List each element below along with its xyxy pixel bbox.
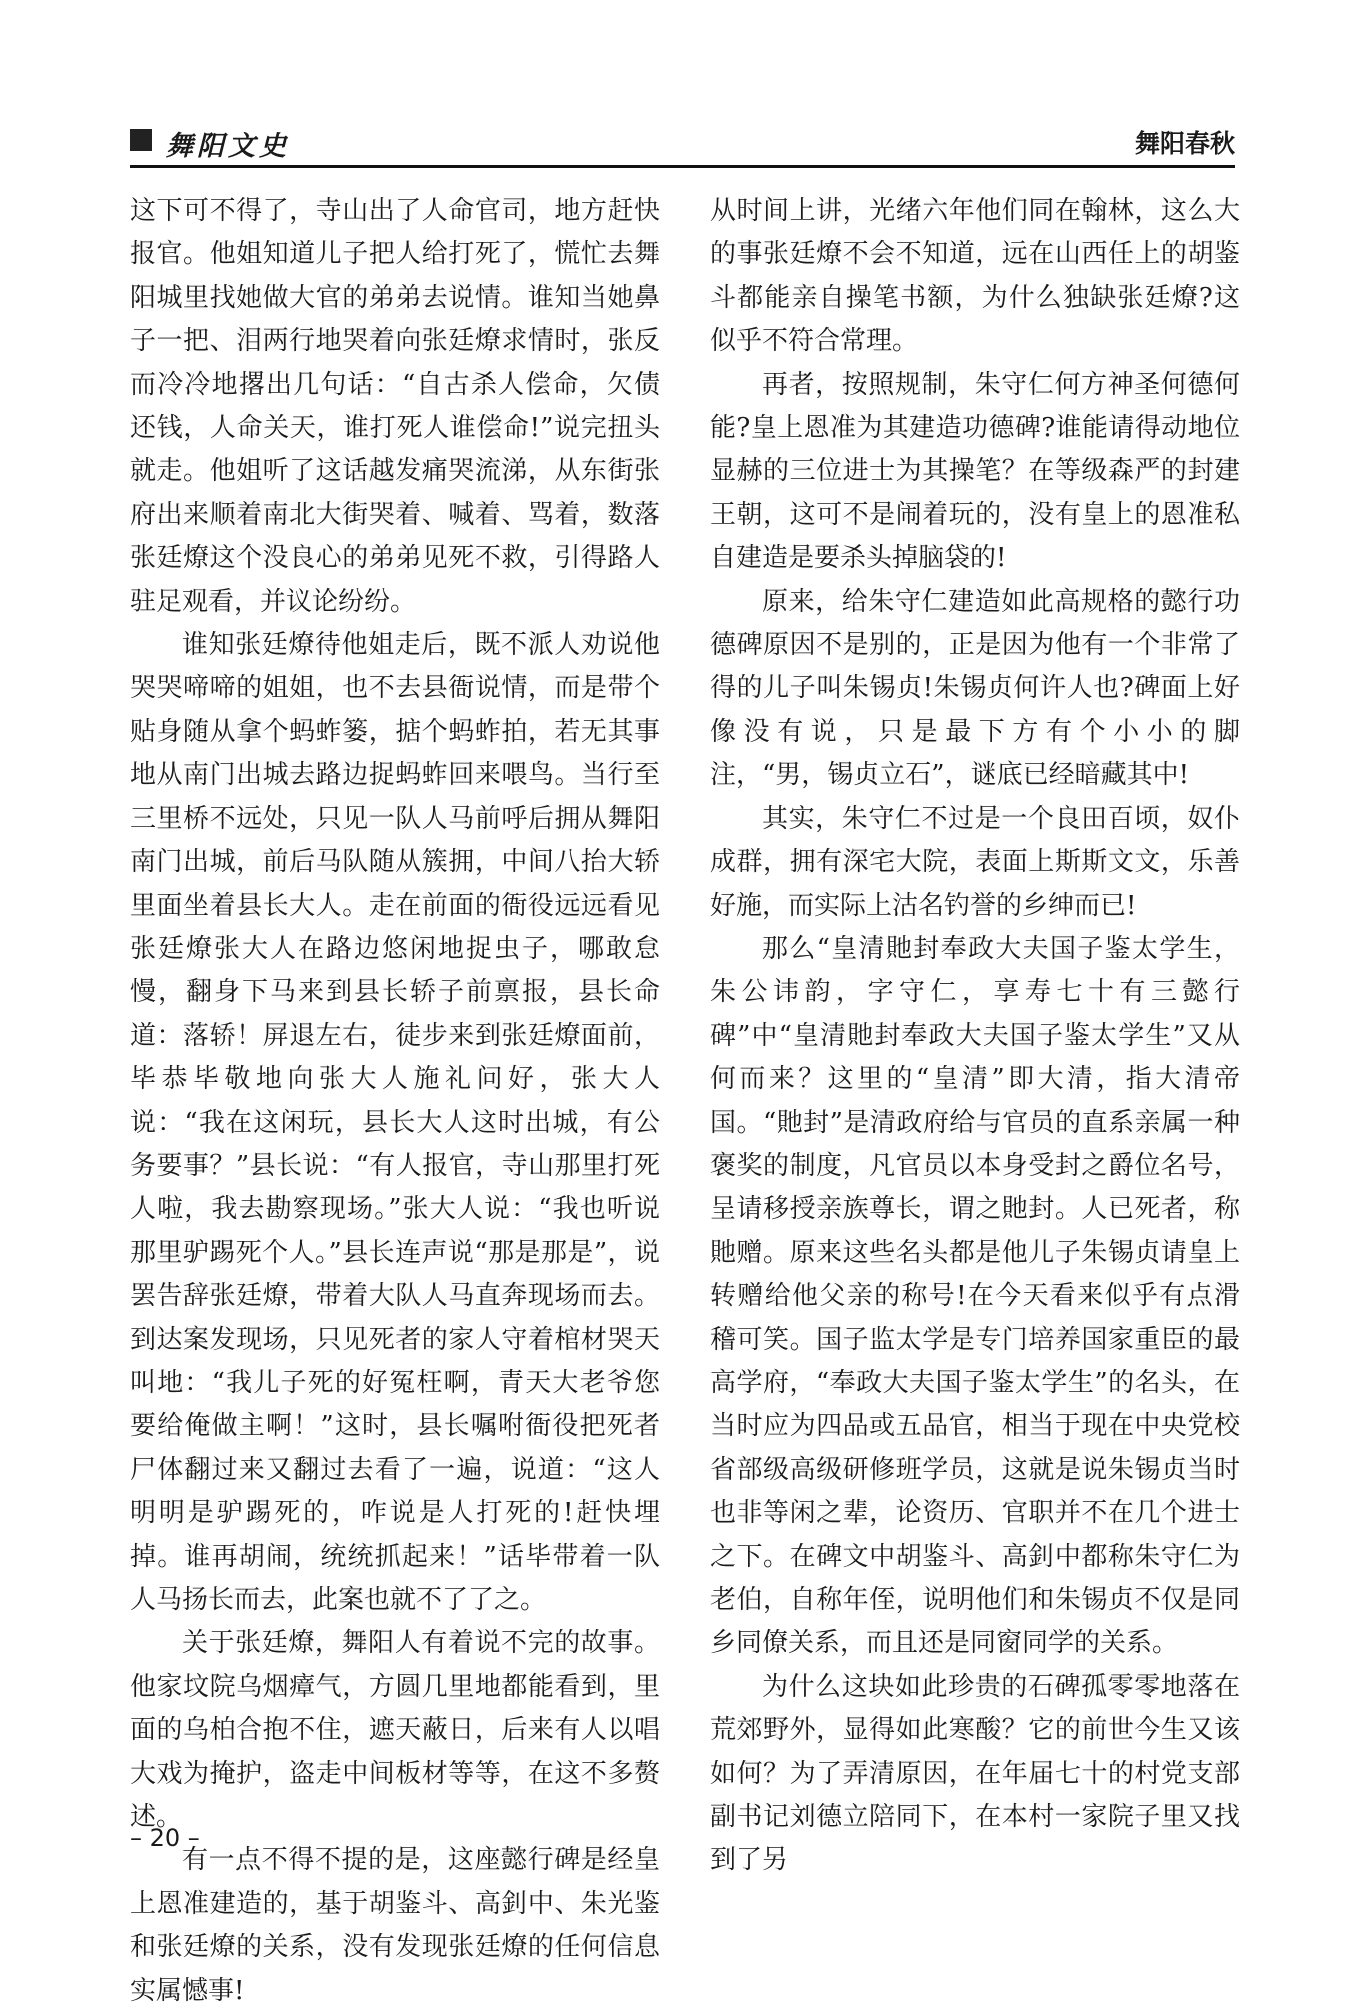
- paragraph: 这下可不得了，寺山出了人命官司，地方赶快报官。他姐知道儿子把人给打死了，慌忙去舞阳城里找她做大官的弟弟去说情。谁知当她鼻子一把、泪两行地哭着向张廷燎求情时，张反而冷冷地撂出几句话：“自古杀人偿命，欠债还钱，人命关天，谁打死人谁偿命!”说完扭头就走。他姐听了这话越发痛哭流涕，从东街张府出来顺着南北大街哭着、喊着、骂着，数落张廷燎这个没良心的弟弟见死不救，引得路人驻足观看，并议论纷纷。: [130, 196, 660, 617]
- paragraph: 那么“皇清貤封奉政大夫国子鉴太学生，朱公讳韵，字守仁，享寿七十有三懿行碑”中“皇清貤封奉政大夫国子鉴太学生”又从何而来？这里的“皇清”即大清，指大清帝国。“貤封”是清政府给与官员的直系亲属一种褒奖的制度，凡官员以本身受封之爵位名号，呈请移授亲族尊长，谓之貤封。人已死者，称貤赠。原来这些名头都是他儿子朱锡贞请皇上转赠给他父亲的称号!在今天看来似乎有点滑稽可笑。国子监太学是专门培养国家重臣的最高学府，“奉政大夫国子鉴太学生”的名头，在当时应为四品或五品官，相当于现在中央党校省部级高级研修班学员，这就是说朱锡贞当时也非等闲之辈，论资历、官职并不在几个进士之下。在碑文中胡鉴斗、高釗中都称朱守仁为老伯，自称年侄，说明他们和朱锡贞不仅是同乡同僚关系，而且还是同窗同学的关系。: [710, 933, 1240, 1659]
- left-column: [130, 190, 660, 2013]
- running-header: [130, 126, 1235, 162]
- section-title: 舞阳春秋: [1134, 129, 1235, 158]
- paragraph: 原来，给朱守仁建造如此高规格的懿行功德碑原因不是别的，正是因为他有一个非常了得的儿子叫朱锡贞!朱锡贞何许人也?碑面上好像没有说，只是最下方有个小小的脚注，“男，锡贞立石”，谜底已经暗藏其中!: [710, 586, 1240, 791]
- page-number: – 20 –: [130, 1824, 200, 1852]
- journal-title: 舞阳文史: [166, 131, 290, 162]
- paragraph: 谁知张廷燎待他姐走后，既不派人劝说他哭哭啼啼的姐姐，也不去县衙说情，而是带个贴身随从拿个蚂蚱篓，掂个蚂蚱拍，若无其事地从南门出城去路边捉蚂蚱回来喂鸟。当行至三里桥不远处，只见一队人马前呼后拥从舞阳南门出城，前后马队随从簇拥，中间八抬大轿里面坐着县长大人。走在前面的衙役远远看见张廷燎张大人在路边悠闲地捉虫子，哪敢怠慢，翻身下马来到县长轿子前禀报，县长命道：落轿！屏退左右，徒步来到张廷燎面前，毕恭毕敬地向张大人施礼问好，张大人说：“我在这闲玩，县长大人这时出城，有公务要事？”县长说：“有人报官，寺山那里打死人啦，我去勘察现场。”张大人说：“我也听说那里驴踢死个人。”县长连声说“那是那是”，说罢告辞张廷燎，带着大队人马直奔现场而去。到达案发现场，只见死者的家人守着棺材哭天叫地：“我儿子死的好冤枉啊，青天大老爷您要给俺做主啊！”这时，县长嘱咐衙役把死者尸体翻过来又翻过去看了一遍，说道：“这人明明是驴踢死的，咋说是人打死的!赶快埋掉。谁再胡闹，统统抓起来！”话毕带着一队人马扬长而去，此案也就不了了之。: [130, 630, 660, 1615]
- header-square-mark: [130, 129, 152, 151]
- paragraph: 再者，按照规制，朱守仁何方神圣何德何能?皇上恩准为其建造功德碑?谁能请得动地位显赫的三位进士为其操笔？在等级森严的封建王朝，这可不是闹着玩的，没有皇上的恩准私自建造是要杀头掉脑袋的!: [710, 369, 1240, 574]
- paragraph: 从时间上讲，光绪六年他们同在翰林，这么大的事张廷燎不会不知道，远在山西任上的胡鉴斗都能亲自操笔书额，为什么独缺张廷燎?这似乎不符合常理。: [710, 196, 1240, 357]
- right-column: [710, 190, 1240, 1883]
- paragraph: 为什么这块如此珍贵的石碑孤零零地落在荒郊野外，显得如此寒酸？它的前世今生又该如何？为了弄清原因，在年届七十的村党支部副书记刘德立陪同下，在本村一家院子里又找到了另: [710, 1671, 1240, 1876]
- paragraph: 关于张廷燎，舞阳人有着说不完的故事。他家坟院乌烟瘴气，方圆几里地都能看到，里面的乌柏合抱不住，遮天蔽日，后来有人以唱大戏为掩护，盗走中间板材等等，在这不多赘述。: [130, 1628, 660, 1833]
- header-rule: [130, 165, 1235, 168]
- paragraph: 有一点不得不提的是，这座懿行碑是经皇上恩准建造的，基于胡鉴斗、高釗中、朱光鉴和张廷燎的关系，没有发现张廷燎的任何信息实属憾事!: [130, 1845, 660, 2006]
- paragraph: 其实，朱守仁不过是一个良田百顷，奴仆成群，拥有深宅大院，表面上斯斯文文，乐善好施，而实际上沽名钓誉的乡绅而已!: [710, 803, 1240, 921]
